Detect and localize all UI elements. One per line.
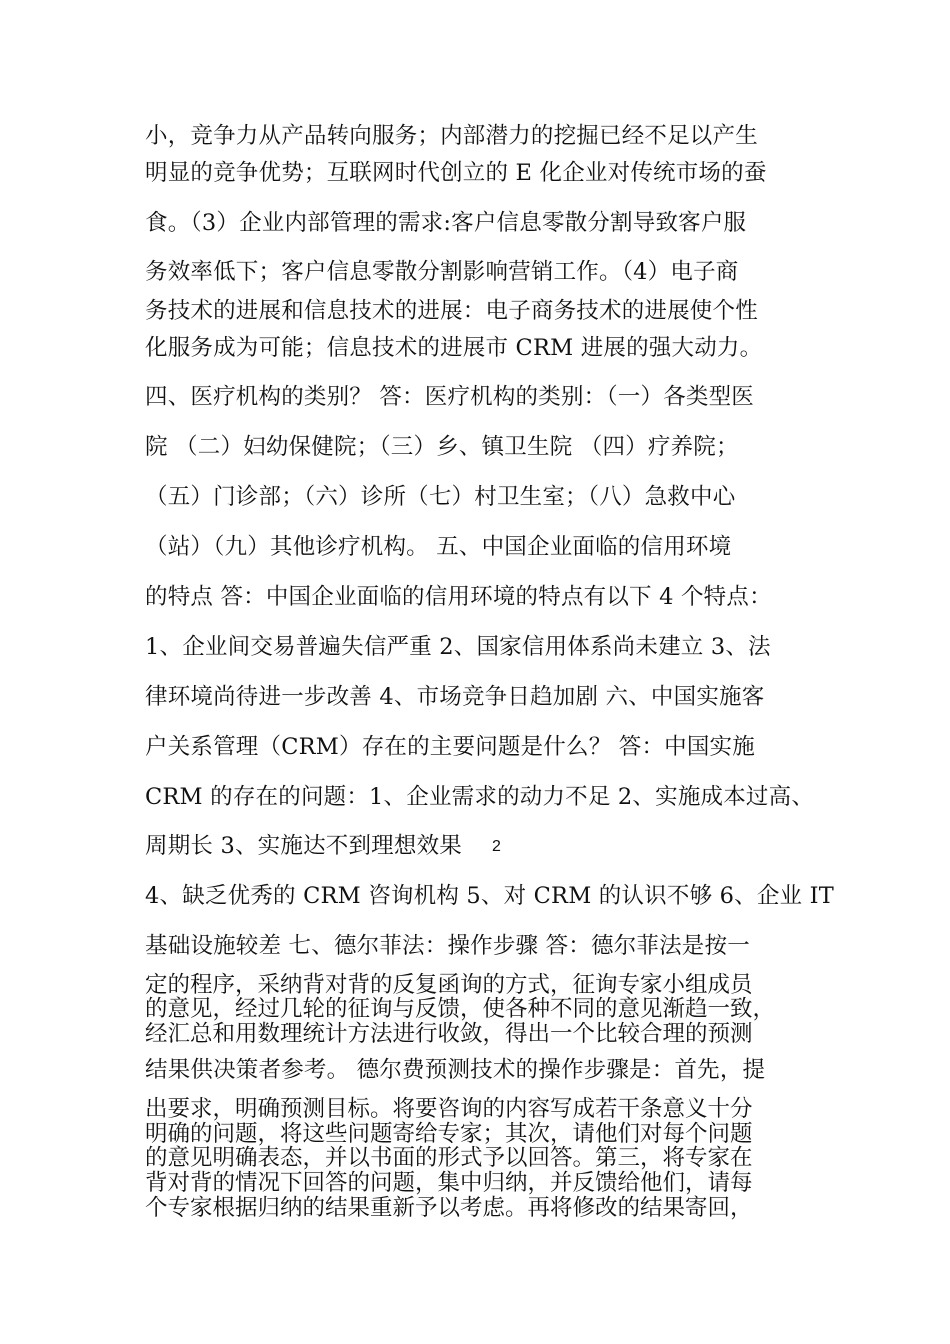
text-span: 周期长 3、实施达不到理想效果 [145,833,462,859]
text-line: CRM 的存在的问题：1、企业需求的动力不足 2、实施成本过高、 [145,784,815,810]
page-number: 2 [491,838,502,855]
text-line: 四、医疗机构的类别？ 答：医疗机构的类别：（一）各类型医 [145,384,755,410]
text-line: 律环境尚待进一步改善 4、市场竞争日趋加剧 六、中国实施客 [145,684,765,710]
text-line: 1、企业间交易普遍失信严重 2、国家信用体系尚未建立 3、法 [145,634,771,660]
text-line: 个专家根据归纳的结果重新予以考虑。再将修改的结果寄回， [145,1195,753,1221]
text-line: 务效率低下；客户信息零散分割影响营销工作。（4）电子商 [145,259,739,285]
text-line: 基础设施较差 七、德尔菲法：操作步骤 答：德尔菲法是按一 [145,933,750,959]
text-line: 4、缺乏优秀的 CRM 咨询机构 5、对 CRM 的认识不够 6、企业 IT [145,883,834,909]
text-line: 务技术的进展和信息技术的进展：电子商务技术的进展使个性 [145,298,758,324]
text-line: 的意见，经过几轮的征询与反馈，使各种不同的意见渐趋一致， [145,996,776,1022]
text-line: 出要求，明确预测目标。将要咨询的内容写成若干条意义十分 [145,1096,753,1122]
text-line: 结果供决策者参考。 德尔费预测技术的操作步骤是：首先，提 [145,1057,766,1083]
text-line: 户关系管理（CRM）存在的主要问题是什么？ 答：中国实施 [145,734,755,760]
text-line: （五）门诊部；（六）诊所（七）村卫生室；（八）急救中心 [145,484,736,510]
text-line: 的意见明确表态，并以书面的形式予以回答。第三，将专家在 [145,1145,753,1171]
text-line: 的特点 答：中国企业面临的信用环境的特点有以下 4 个特点： [145,584,772,610]
text-line: 明确的问题，将这些问题寄给专家；其次，请他们对每个问题 [145,1121,753,1147]
text-line: 食。（3）企业内部管理的需求:客户信息零散分割导致客户服 [145,210,747,236]
text-line: 经汇总和用数理统计方法进行收敛，得出一个比较合理的预测 [145,1021,753,1047]
text-line: 背对背的情况下回答的问题，集中归纳，并反馈给他们，请每 [145,1170,753,1196]
text-line-with-page-number [145,831,501,862]
text-line: 小，竞争力从产品转向服务；内部潜力的挖掘已经不足以产生 [145,123,758,149]
text-line: 化服务成为可能；信息技术的进展市 CRM 进展的强大动力。 [145,335,763,361]
text-line: 明显的竞争优势；互联网时代创立的 E 化企业对传统市场的蚕 [145,160,767,186]
text-line: （站）（九）其他诊疗机构。 五、中国企业面临的信用环境 [145,534,732,560]
text-line: 定的程序，采纳背对背的反复函询的方式，征询专家小组成员 [145,972,753,998]
text-line: 院 （二）妇幼保健院；（三）乡、镇卫生院 （四）疗养院； [145,434,739,460]
